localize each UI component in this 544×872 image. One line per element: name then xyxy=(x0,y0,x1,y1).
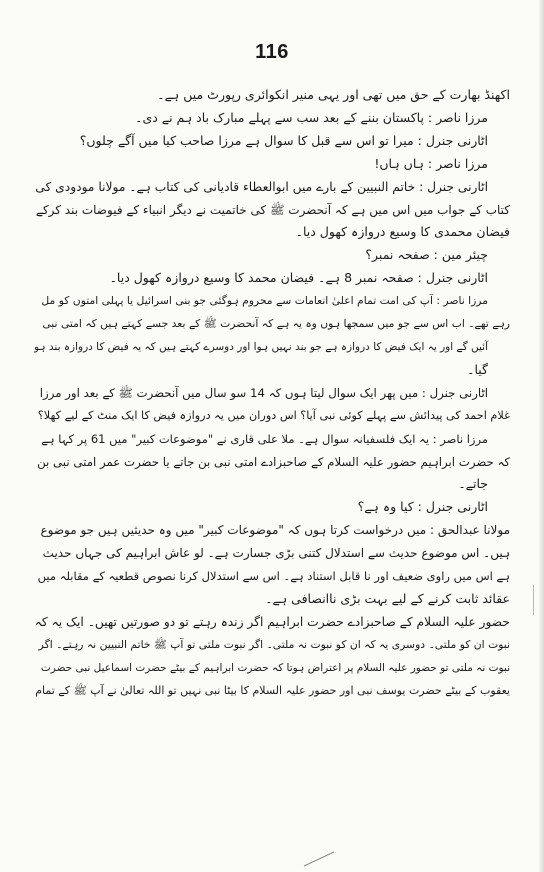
text-line: عقائد ثابت کرنے کے لیے بہت بڑی ناانصافی ہے۔ xyxy=(265,590,510,606)
page-edge-shadow xyxy=(538,0,544,872)
text-line: حضور علیہ السلام کے صاحبزادے حضرت ابراہیم اگر زندہ رہتے تو دو صورتیں تھیں۔ ایک یہ کہ xyxy=(34,614,510,629)
text-line: مولانا عبدالحق : میں درخواست کرتا ہوں کہ "موضوعات کبیر" میں وہ حدیثیں ہیں جو موضوع xyxy=(40,523,510,538)
text-line: مرزا ناصر : پاکستان بننے کے بعد سب سے پہلے مبارک باد ہم نے دی۔ xyxy=(135,109,488,125)
page-number: 116 xyxy=(255,41,289,63)
text-line: چیئر مین : صفحہ نمبر؟ xyxy=(365,247,488,263)
text-line: کتاب کے جواب میں اس میں ہے کہ آنحضرت ﷺ کی خاتمیت نے دیگر انبیاء کے فیوضات بند کرکے xyxy=(35,202,510,217)
text-line: اٹارنی جنرل : میرا تو اس سے قبل کا سوال ہے مرزا صاحب کیا میں آگے چلوں؟ xyxy=(79,132,488,148)
text-line: فیضان محمدی کا وسیع دروازہ کھول دیا۔ xyxy=(295,224,510,240)
text-line: جاتے۔ xyxy=(458,476,488,492)
text-line: نبوت ان کو ملتی۔ دوسری یہ کہ ان کو نبوت نہ ملتی۔ اگر نبوت ملتی تو آپ ﷺ خاتم النبیین نہ رہتے۔ اگر xyxy=(38,637,510,651)
text-line: رہے تھے۔ اب اس سے جو میں سمجھا ہوں وہ یہ ہے کہ آنحضرت ﷺ کے بعد جسے کہتے ہیں کہ امتی نبی xyxy=(42,317,510,331)
text-line: غلام احمد کی پیدائش سے پہلے کوئی نبی آیا؟ اس دوران میں یہ دروازہ فیض کا ایک منٹ کے لیے کھلا؟ xyxy=(37,408,510,422)
text-line: مرزا ناصر : ہاں ہاں! xyxy=(374,155,488,171)
text-line: اٹارنی جنرل : کیا وہ ہے؟ xyxy=(357,499,488,515)
text-line: اٹارنی جنرل : میں پھر ایک سوال لیتا ہوں کہ 14 سو سال میں آنحضرت ﷺ کے بعد اور مرزا xyxy=(39,385,488,400)
pen-stroke-mark xyxy=(300,848,340,868)
page-text xyxy=(34,84,510,702)
text-line: نبوت نہ ملتی تو حضور علیہ السلام پر اعتراض ہوتا کہ حضرت ابراہیم کے بیٹے حضرت اسماعیل نبی حضرت xyxy=(40,661,510,674)
text-line: مرزا ناصر : آپ کی امت تمام اعلیٰ انعامات سے محروم ہوگئی جو بنی اسرائیل یا پہلی امتوں کو مل xyxy=(41,294,488,308)
text-line: یعقوب کے بیٹے حضرت یوسف نبی اور حضور علیہ السلام کا بیٹا نبی نہیں تو اللہ تعالیٰ نے آپ ﷺ کے تمام xyxy=(35,683,510,697)
text-line: کہ حضرت ابراہیم حضور علیہ السلام کے صاحبزادے امتی نبی بن جاتے یا حضرت عمر امتی نبی بن xyxy=(37,454,510,469)
text-line: مرزا ناصر : یہ ایک فلسفیانہ سوال ہے۔ ملا علی قاری نے "موضوعات کبیر" میں 61 پر کہا ہے xyxy=(41,431,488,446)
text-line: اکھنڈ بھارت کے حق میں تھی اور یہی منیر انکوائری رپورٹ میں ہے۔ xyxy=(157,87,510,102)
text-line: اٹارنی جنرل : خاتم النبیین کے بارے میں ابوالعطاء قادیانی کی کتاب ہے۔ مولانا مودودی کی xyxy=(35,179,488,194)
text-line: آئیں گے اور یہ ایک فیض کا دروازہ ہے جو بند نہیں ہوا اور دوسرے کہتے ہیں کہ یہ فیض کا دروازہ بند ہو xyxy=(34,340,488,353)
scan-mark xyxy=(533,585,534,615)
text-line: اٹارنی جنرل : صفحہ نمبر 8 ہے۔ فیضان محمد کا وسیع دروازہ کھول دیا۔ xyxy=(109,270,488,286)
text-line: گیا۔ xyxy=(467,361,488,377)
text-line: ہیں۔ اس موضوع حدیث سے استدلال کتنی بڑی جسارت ہے۔ لو عاش ابراہیم کی جہاں حدیث xyxy=(42,546,510,561)
text-line: ہے اس میں راوی ضعیف اور نا قابل استناد ہے۔ اس سے استدلال کرنا نصوص قطعیہ کے مقابلہ میں xyxy=(37,569,510,584)
